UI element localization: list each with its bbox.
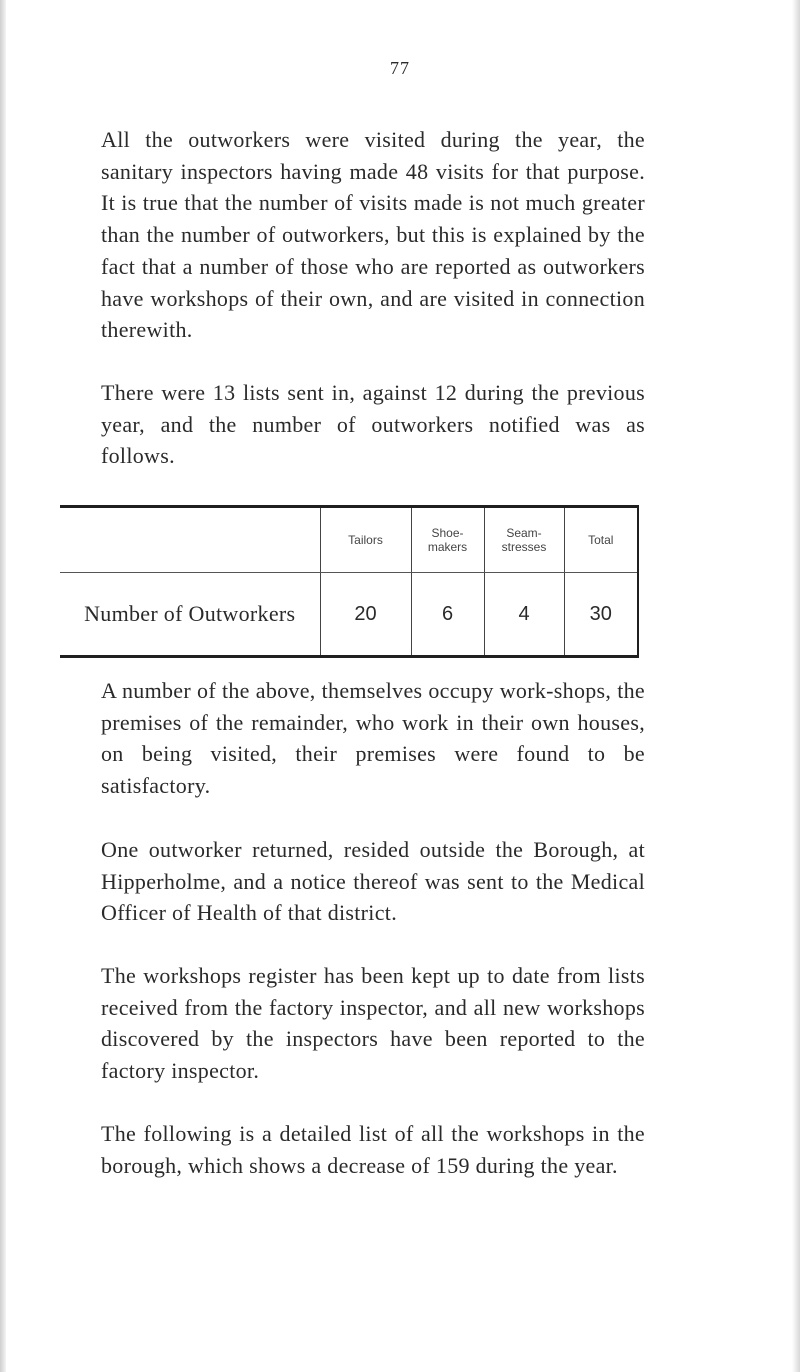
paragraph-hipperholme: One outworker returned, resided outside the Borough, at Hipperholme, and a notice thereof was sent to the Medical Officer of Health of that district. (101, 837, 645, 926)
header-seamstresses-line1: Seam- (506, 526, 542, 540)
header-shoemakers-line2: makers (427, 540, 468, 554)
header-seamstresses-line2: stresses (501, 540, 547, 554)
header-tailors: Tailors (320, 507, 411, 573)
paragraph-register: The workshops register has been kept up to date from lists received from the factory inspector, and all new workshops discovered by the inspectors have been reported to the factory inspector. (101, 963, 645, 1084)
table-row (60, 573, 638, 657)
header-total: Total (564, 507, 638, 573)
paragraph-premises: A number of the above, themselves occupy work-shops, the premises of the remainder, who work in their own houses, on being visited, their premises were found to be satisfactory. (101, 678, 645, 799)
page-left-edge (0, 0, 6, 1372)
header-shoemakers-line1: Shoe- (431, 526, 464, 540)
outworkers-table-container (60, 505, 638, 655)
paragraph-lists: There were 13 lists sent in, against 12 during the previous year, and the number of outworkers notified was as follows. (101, 380, 645, 469)
header-shoemakers (411, 507, 484, 573)
table-header-row (60, 507, 638, 573)
outworkers-table (60, 505, 639, 658)
paragraph-visits: All the outworkers were visited during the year, the sanitary inspectors having made 48 visits for that purpose. It is true that the number of visits made is not much greater than the number of outworkers, but this is explained by the fact that a number of those who are reported as outworkers have workshops of their own, and are visited in connection therewith. (101, 127, 645, 343)
page-right-edge (792, 0, 800, 1372)
page-number: 77 (390, 58, 410, 78)
header-blank-cell (60, 507, 320, 573)
header-seamstresses (484, 507, 564, 573)
paragraph-detailed-list: The following is a detailed list of all the workshops in the borough, which shows a decrease of 159 during the year. (101, 1121, 645, 1178)
row-label: Number of Outworkers (84, 601, 296, 626)
cell-tailors: 20 (320, 573, 411, 657)
cell-shoemakers: 6 (411, 573, 484, 657)
cell-seamstresses: 4 (484, 573, 564, 657)
cell-total: 30 (564, 573, 638, 657)
